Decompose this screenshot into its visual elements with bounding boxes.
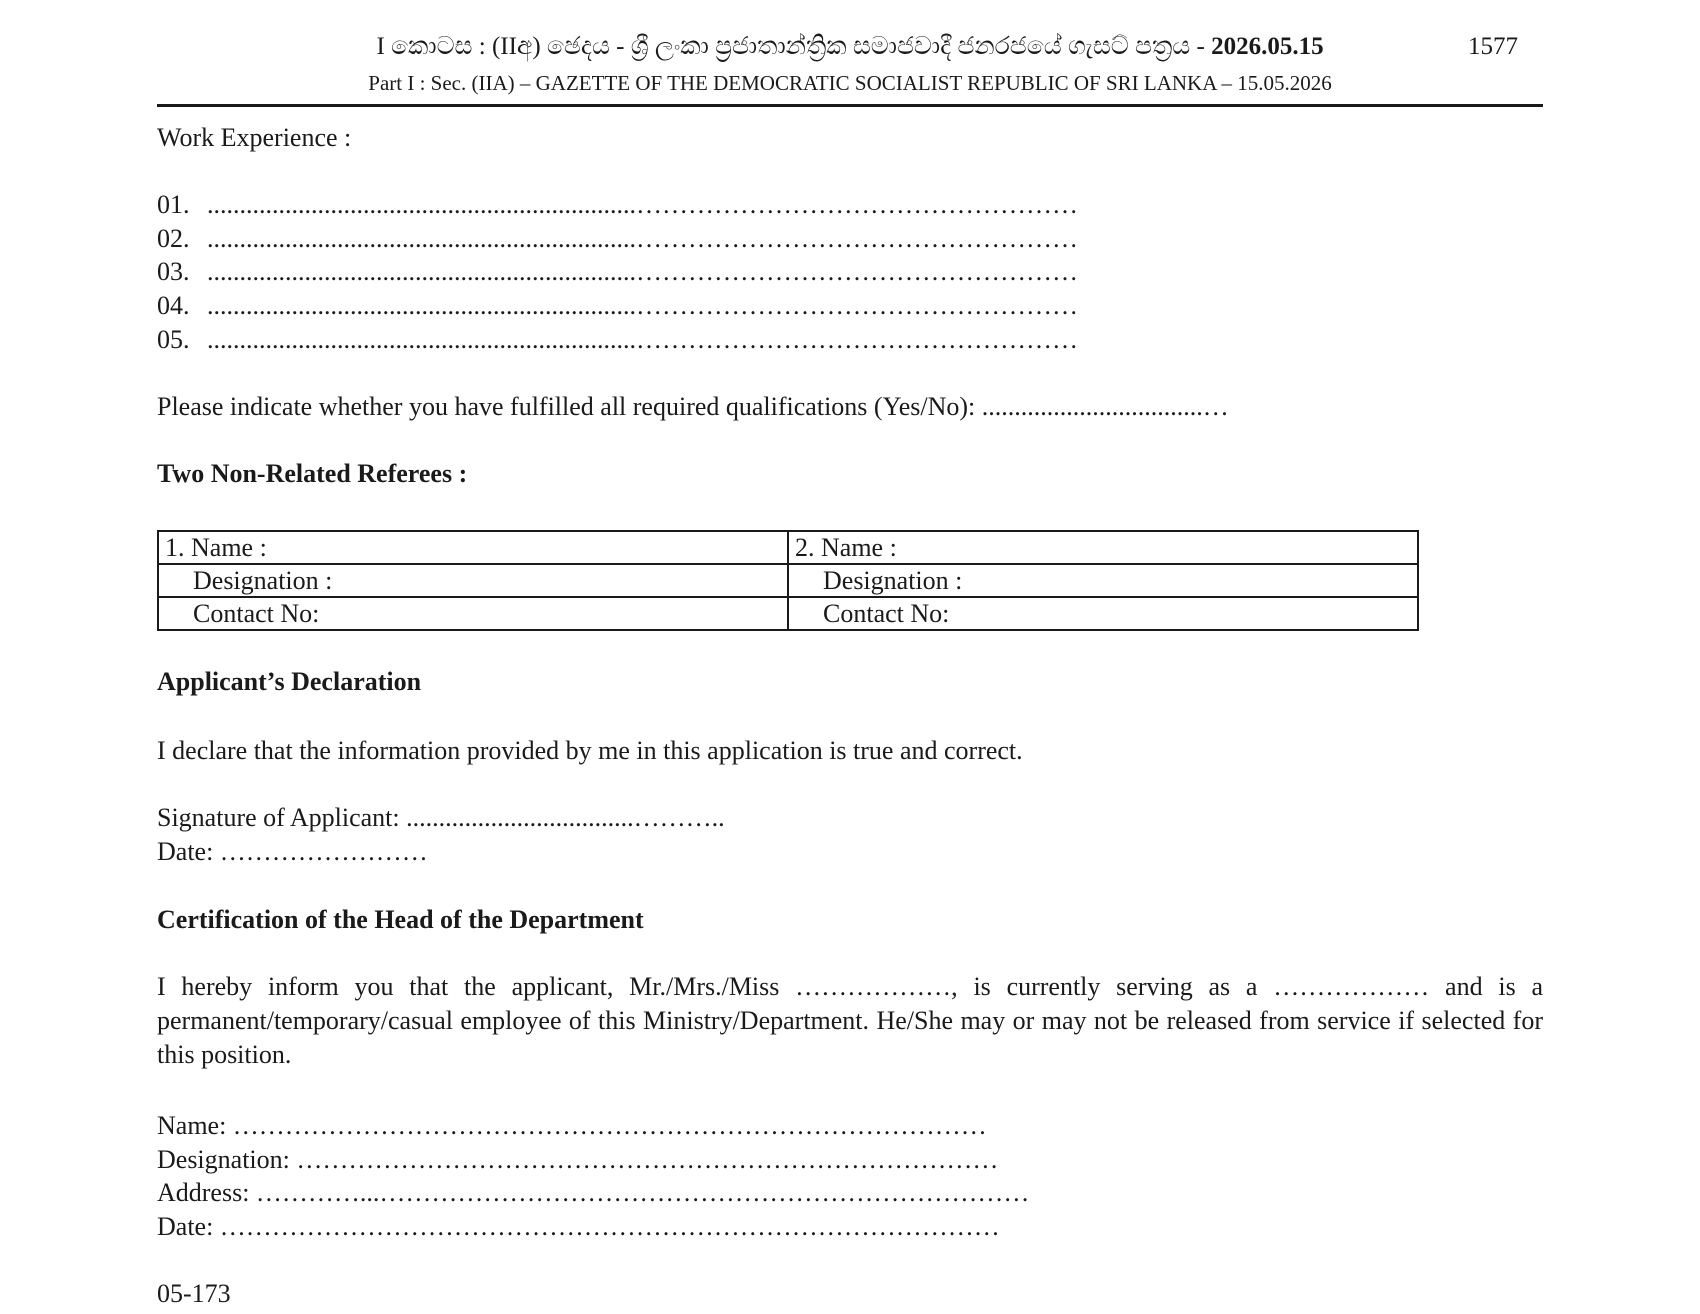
work-experience-label: Work Experience :: [157, 123, 352, 152]
referee-2-name-cell[interactable]: 2. Name :: [788, 531, 1418, 564]
certification-date-field[interactable]: Date: ………………………………………………………………………………: [157, 1212, 1000, 1241]
item-number: 05.: [157, 325, 190, 354]
referee-1-contact-cell[interactable]: Contact No:: [158, 597, 788, 630]
item-blank: ..................................................................……………………………………………: [207, 257, 1078, 286]
declaration-heading: Applicant’s Declaration: [157, 667, 422, 696]
certification-heading: Certification of the Head of the Department: [157, 905, 644, 934]
header-rule: [157, 104, 1543, 107]
signature-field[interactable]: Signature of Applicant: ...................................………..: [157, 803, 725, 832]
referee-1-designation-cell[interactable]: Designation :: [158, 564, 788, 597]
header-sinhala-date: 2026.05.15: [1211, 33, 1324, 60]
item-blank: ..................................................................……………………………………………: [207, 224, 1078, 253]
item-number: 02.: [157, 224, 190, 253]
page-number: 1577: [1468, 33, 1518, 60]
declaration-text: I declare that the information provided by me in this application is true and correct.: [157, 736, 1023, 765]
certification-paragraph: I hereby inform you that the applicant, Mr./Mrs./Miss ………………, is currently serving as a ……………… and is a permanent/temporary/casual employee of this Ministry/Department. He/She may or may not be released from service if selected for this position.: [157, 972, 1543, 1069]
item-number: 03.: [157, 257, 190, 286]
item-blank: ..................................................................……………………………………………: [207, 291, 1078, 320]
referees-heading: Two Non-Related Referees :: [157, 459, 468, 488]
table-row: [158, 597, 1418, 630]
certification-address-field[interactable]: Address: …………...…………………………………………………………………: [157, 1178, 1030, 1207]
referee-2-designation-cell[interactable]: Designation :: [788, 564, 1418, 597]
work-experience-item[interactable]: [157, 289, 1078, 323]
referee-1-name-cell[interactable]: 1. Name :: [158, 531, 788, 564]
header-sinhala-text: I කොටස : (IIඅ) ඡෙදය - ශ්‍රී ලංකා ප්‍රජාතාන්ත්‍රික සමාජවාදී ජනරජයේ ගැසට් පත්‍රය -: [376, 33, 1212, 60]
work-experience-item[interactable]: [157, 222, 1078, 256]
work-experience-item[interactable]: [157, 323, 1078, 357]
item-blank: ..................................................................……………………………………………: [207, 325, 1078, 354]
work-experience-item[interactable]: [157, 255, 1078, 289]
footer-code: 05-173: [157, 1279, 231, 1308]
item-blank: ..................................................................……………………………………………: [207, 190, 1078, 219]
table-row: [158, 564, 1418, 597]
referee-2-contact-cell[interactable]: Contact No:: [788, 597, 1418, 630]
item-number: 01.: [157, 190, 190, 219]
header-sinhala: [200, 30, 1500, 64]
declaration-date-field[interactable]: Date: ……………………: [157, 837, 428, 866]
certification-designation-field[interactable]: Designation: ………………………………………………………………………: [157, 1145, 999, 1174]
certification-name-field[interactable]: Name: ……………………………………………………………………………: [157, 1111, 987, 1140]
table-row: [158, 531, 1418, 564]
qualifications-question[interactable]: Please indicate whether you have fulfilled all required qualifications (Yes/No): ..................................…: [157, 392, 1229, 421]
header-english: Part I : Sec. (IIA) – GAZETTE OF THE DEMOCRATIC SOCIALIST REPUBLIC OF SRI LANKA – 15.05.2026: [368, 71, 1332, 95]
referees-table: [157, 530, 1419, 631]
item-number: 04.: [157, 291, 190, 320]
work-experience-item[interactable]: [157, 188, 1078, 222]
